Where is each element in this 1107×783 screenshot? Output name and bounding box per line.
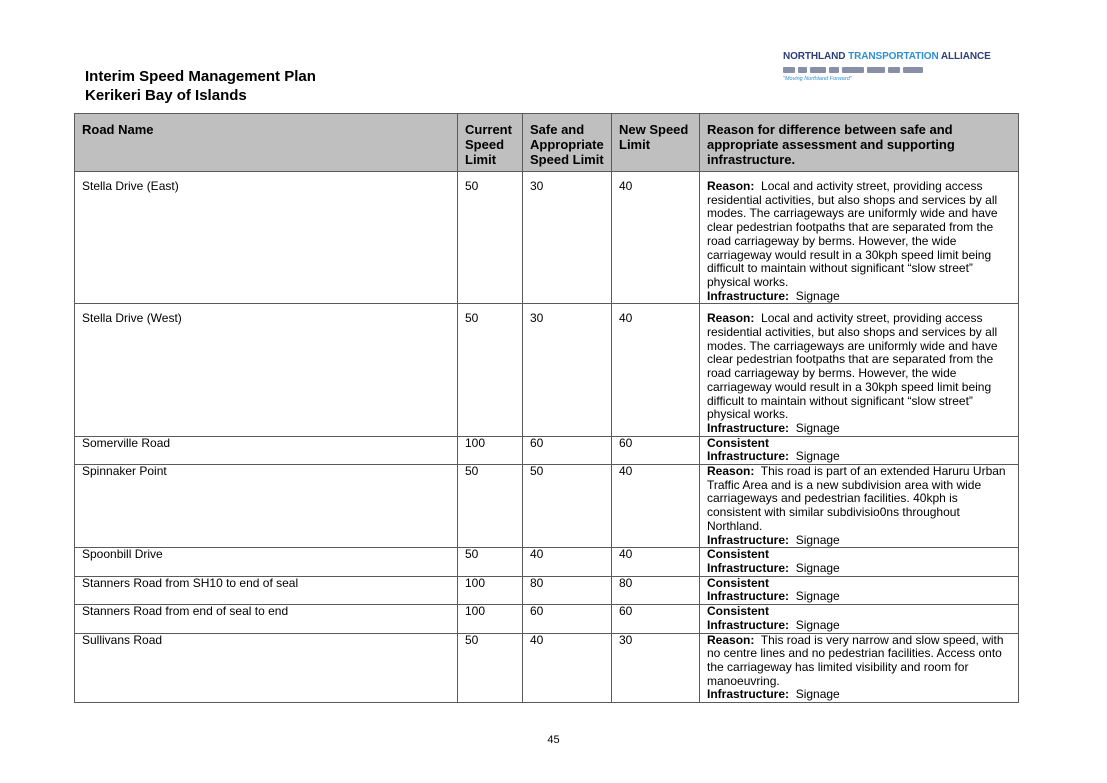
infrastructure-label: Infrastructure: — [707, 420, 790, 435]
infrastructure-text — [707, 619, 1011, 633]
cell-reason — [700, 576, 1019, 604]
cell-new-speed: 40 — [612, 304, 700, 436]
logo-tagline: "Moving Northland Forward" — [783, 76, 852, 82]
cell-new-speed: 40 — [612, 172, 700, 304]
cell-safe-speed: 40 — [523, 548, 612, 576]
cell-road-name: Stanners Road from end of seal to end — [75, 605, 458, 633]
cell-road-name: Spoonbill Drive — [75, 548, 458, 576]
reason-body: This road is part of an extended Haruru Urban Traffic Area and is a new subdivision area with wide carriageways and pedestrian facilities. 40kph is consistent with similar subdivisio0ns throughout Northland. — [707, 464, 1006, 533]
page-number: 45 — [547, 734, 560, 746]
partner-logo-icon — [888, 67, 900, 73]
cell-safe-speed: 80 — [523, 576, 612, 604]
infrastructure-label: Infrastructure: — [707, 589, 790, 604]
reason-label: Reason: — [707, 179, 755, 193]
cell-current-speed: 50 — [458, 304, 523, 436]
infrastructure-value: Signage — [795, 532, 840, 547]
cell-safe-speed: 40 — [523, 633, 612, 703]
reason-body: This road is very narrow and slow speed, with no centre lines and no pedestrian facilities. Access onto the carriageway has limited visibility and room for manoeuvring. — [707, 632, 1004, 688]
table-header-row — [75, 114, 1019, 172]
column-header-new-speed: New Speed Limit — [612, 114, 700, 172]
infrastructure-label: Infrastructure: — [707, 617, 790, 632]
reason-body: Local and activity street, providing access residential activities, but also shops and services by all modes. The carriageways are uniformly wide and have clear pedestrian footpaths that are separated from the road carriageway by berms. However, the wide carriageway would result in a 30kph speed limit being difficult to maintain without significant “slow street” physical works. — [707, 311, 998, 422]
infrastructure-label: Infrastructure: — [707, 288, 790, 303]
reason-text — [707, 312, 1011, 422]
cell-road-name: Spinnaker Point — [75, 465, 458, 548]
reason-text — [707, 180, 1011, 290]
partner-logo-icon — [798, 67, 807, 73]
consistent-label: Consistent — [707, 604, 770, 619]
infrastructure-text — [707, 534, 1011, 548]
infrastructure-value: Signage — [795, 617, 840, 632]
cell-current-speed: 100 — [458, 605, 523, 633]
reason-text — [707, 548, 1011, 562]
cell-new-speed: 40 — [612, 548, 700, 576]
table-row — [75, 548, 1019, 576]
cell-reason — [700, 548, 1019, 576]
consistent-label: Consistent — [707, 575, 770, 590]
reason-label: Reason: — [707, 464, 755, 479]
reason-label: Reason: — [707, 632, 755, 647]
consistent-label: Consistent — [707, 547, 770, 562]
infrastructure-text — [707, 422, 1011, 436]
column-header-safe-speed: Safe and Appropriate Speed Limit — [523, 114, 612, 172]
cell-road-name: Stella Drive (East) — [75, 172, 458, 304]
table-row — [75, 633, 1019, 703]
column-header-current-speed: Current Speed Limit — [458, 114, 523, 172]
partner-logo-icon — [810, 67, 826, 73]
cell-road-name: Stella Drive (West) — [75, 304, 458, 436]
cell-road-name: Somerville Road — [75, 436, 458, 464]
partner-logo-icon — [783, 67, 795, 73]
table-row — [75, 465, 1019, 548]
table-row — [75, 436, 1019, 464]
reason-text — [707, 465, 1011, 534]
speed-limit-table — [74, 113, 1019, 703]
document-title — [85, 67, 316, 105]
table-row — [75, 172, 1019, 304]
infrastructure-value: Signage — [795, 687, 840, 702]
infrastructure-value: Signage — [795, 288, 840, 303]
column-header-road-name: Road Name — [75, 114, 458, 172]
northland-transportation-alliance-logo — [783, 51, 991, 83]
table-row — [75, 304, 1019, 436]
cell-safe-speed: 30 — [523, 172, 612, 304]
cell-new-speed: 40 — [612, 465, 700, 548]
infrastructure-text — [707, 450, 1011, 464]
infrastructure-label: Infrastructure: — [707, 560, 790, 575]
cell-new-speed: 30 — [612, 633, 700, 703]
infrastructure-value: Signage — [795, 589, 840, 604]
infrastructure-text — [707, 590, 1011, 604]
partner-logo-icon — [903, 67, 923, 73]
reason-body: Local and activity street, providing access residential activities, but also shops and services by all modes. The carriageways are uniformly wide and have clear pedestrian footpaths that are separated from the road carriageway by berms. However, the wide carriageway would result in a 30kph speed limit being difficult to maintain without significant “slow street” physical works. — [707, 179, 998, 289]
infrastructure-value: Signage — [795, 420, 840, 435]
cell-current-speed: 50 — [458, 633, 523, 703]
cell-safe-speed: 50 — [523, 465, 612, 548]
cell-current-speed: 50 — [458, 465, 523, 548]
reason-label: Reason: — [707, 311, 755, 326]
partner-logos — [783, 65, 953, 74]
infrastructure-text — [707, 290, 1011, 304]
reason-text — [707, 437, 1011, 451]
cell-new-speed: 80 — [612, 576, 700, 604]
infrastructure-text — [707, 562, 1011, 576]
cell-new-speed: 60 — [612, 605, 700, 633]
cell-safe-speed: 60 — [523, 605, 612, 633]
title-line-2: Kerikeri Bay of Islands — [85, 87, 247, 104]
cell-safe-speed: 60 — [523, 436, 612, 464]
reason-text — [707, 577, 1011, 591]
cell-road-name: Sullivans Road — [75, 633, 458, 703]
reason-text — [707, 605, 1011, 619]
cell-safe-speed: 30 — [523, 304, 612, 436]
cell-current-speed: 50 — [458, 548, 523, 576]
table-row — [75, 576, 1019, 604]
partner-logo-icon — [842, 67, 864, 73]
cell-road-name: Stanners Road from SH10 to end of seal — [75, 576, 458, 604]
cell-reason — [700, 304, 1019, 436]
cell-reason — [700, 172, 1019, 304]
infrastructure-value: Signage — [795, 560, 840, 575]
table-body — [75, 172, 1019, 703]
partner-logo-icon — [867, 67, 885, 73]
cell-new-speed: 60 — [612, 436, 700, 464]
infrastructure-text — [707, 688, 1011, 702]
cell-reason — [700, 633, 1019, 703]
cell-reason — [700, 436, 1019, 464]
cell-current-speed: 50 — [458, 172, 523, 304]
title-line-1: Interim Speed Management Plan — [85, 68, 316, 85]
infrastructure-label: Infrastructure: — [707, 449, 790, 464]
partner-logo-icon — [829, 67, 839, 73]
column-header-reason: Reason for difference between safe and appropriate assessment and supporting infrastructure. — [700, 114, 1019, 172]
reason-text — [707, 634, 1011, 689]
infrastructure-label: Infrastructure: — [707, 532, 790, 547]
cell-reason — [700, 465, 1019, 548]
table-row — [75, 605, 1019, 633]
cell-current-speed: 100 — [458, 436, 523, 464]
logo-brand-text: NORTHLAND TRANSPORTATION ALLIANCE — [783, 51, 991, 62]
cell-reason — [700, 605, 1019, 633]
cell-current-speed: 100 — [458, 576, 523, 604]
infrastructure-label: Infrastructure: — [707, 687, 790, 702]
consistent-label: Consistent — [707, 435, 770, 450]
infrastructure-value: Signage — [795, 449, 840, 464]
